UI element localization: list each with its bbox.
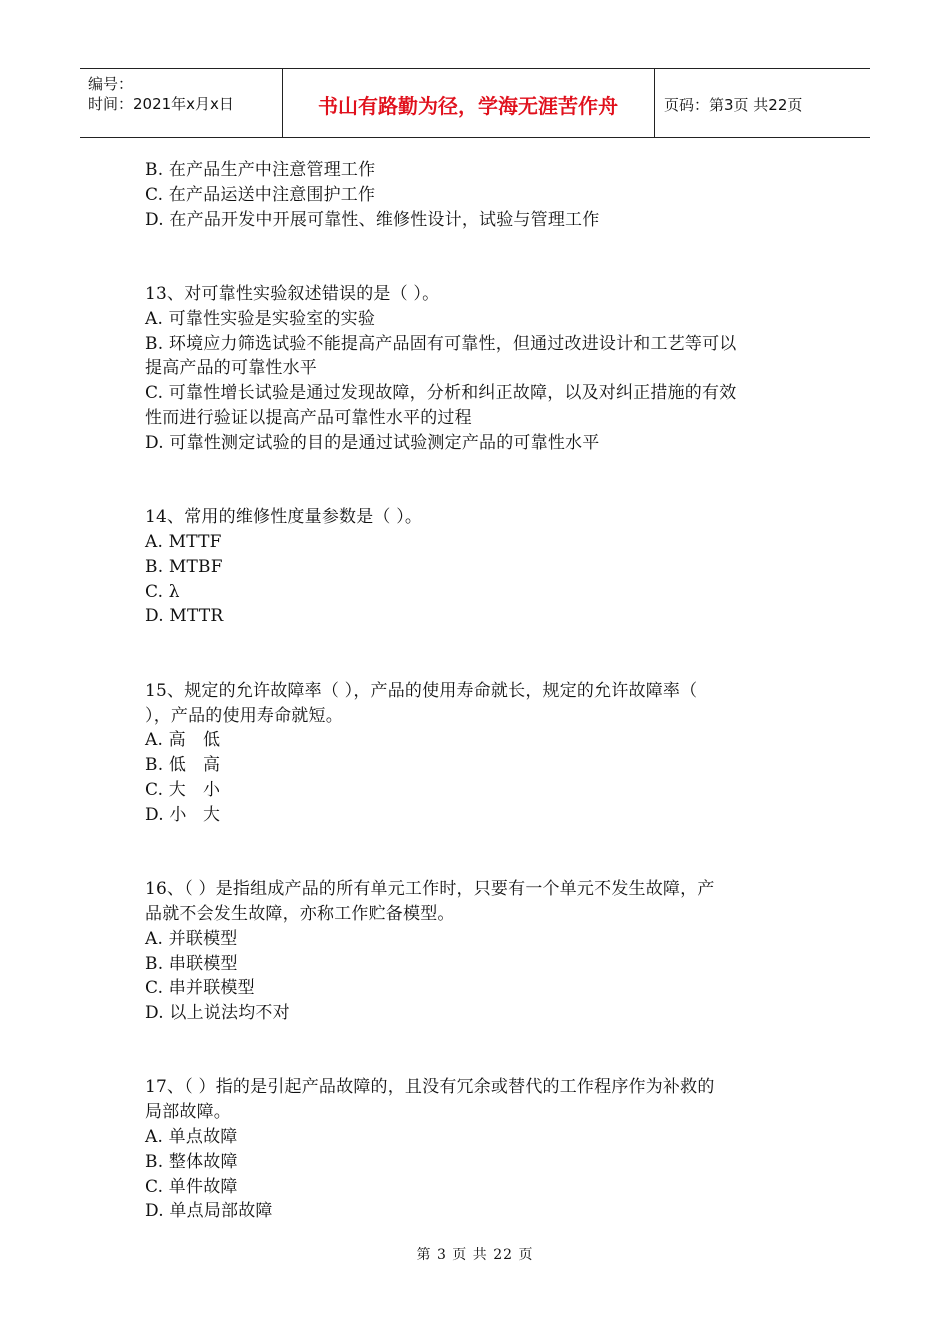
question-stem: 17、（ ）指的是引起产品故障的，且没有冗余或替代的工作程序作为补救的 bbox=[145, 1077, 715, 1098]
option-line bbox=[145, 753, 815, 778]
option-line: D. 可靠性测定试验的目的是通过试验测定产品的可靠性水平 bbox=[145, 432, 600, 453]
header-meta-cell bbox=[80, 69, 283, 137]
option-line: 提高产品的可靠性水平 bbox=[145, 358, 317, 379]
question-content bbox=[145, 158, 815, 1224]
option-label: A. 高 bbox=[145, 730, 186, 751]
option-line: B. 串联模型 bbox=[145, 953, 238, 974]
question-stem: 15、规定的允许故障率（ ），产品的使用寿命就长，规定的允许故障率（ bbox=[145, 680, 698, 701]
header-page-label: 页码：第3页 共22页 bbox=[664, 96, 803, 114]
motto-text: 书山有路勤为径，学海无涯苦作舟 bbox=[318, 94, 618, 118]
document-number-label: 编号： bbox=[88, 75, 134, 93]
option-second-value: 大 bbox=[203, 804, 221, 825]
option-line: D. 在产品开发中开展可靠性、维修性设计，试验与管理工作 bbox=[145, 209, 600, 230]
option-label: C. 大 bbox=[145, 779, 187, 800]
question-stem: 局部故障。 bbox=[145, 1102, 231, 1123]
option-line: B. 在产品生产中注意管理工作 bbox=[145, 160, 376, 180]
option-line bbox=[145, 778, 815, 803]
option-line: B. 整体故障 bbox=[145, 1151, 238, 1172]
option-line bbox=[145, 803, 815, 828]
header-motto-cell bbox=[282, 69, 655, 137]
question-stem: 13、对可靠性实验叙述错误的是（ ）。 bbox=[145, 283, 440, 304]
option-line: A. 单点故障 bbox=[145, 1127, 238, 1148]
option-line: B. MTBF bbox=[145, 556, 223, 577]
option-line bbox=[145, 728, 815, 753]
option-line: A. 并联模型 bbox=[145, 928, 238, 949]
document-date-label: 时间：2021年x月x日 bbox=[88, 95, 234, 113]
question-17 bbox=[145, 1075, 815, 1224]
question-15 bbox=[145, 679, 815, 828]
option-line: C. 可靠性增长试验是通过发现故障，分析和纠正故障，以及对纠正措施的有效 bbox=[145, 383, 737, 404]
option-line: D. MTTR bbox=[145, 606, 224, 627]
option-line: C. λ bbox=[145, 581, 180, 602]
option-line: C. 在产品运送中注意围护工作 bbox=[145, 184, 376, 205]
header-table bbox=[80, 68, 870, 138]
header-page-cell bbox=[654, 69, 870, 137]
option-line: C. 串并联模型 bbox=[145, 978, 255, 999]
question-14 bbox=[145, 505, 815, 629]
question-stem: 16、（ ）是指组成产品的所有单元工作时，只要有一个单元不发生故障，产 bbox=[145, 879, 715, 900]
option-line: B. 环境应力筛选试验不能提高产品固有可靠性，但通过改进设计和工艺等可以 bbox=[145, 333, 737, 354]
option-label: D. 小 bbox=[145, 804, 187, 825]
option-line: A. MTTF bbox=[145, 531, 222, 552]
option-second-value: 低 bbox=[203, 730, 221, 751]
question-stem: ），产品的使用寿命就短。 bbox=[145, 705, 343, 726]
option-second-value: 高 bbox=[203, 755, 221, 776]
question-13 bbox=[145, 282, 815, 456]
option-second-value: 小 bbox=[203, 779, 221, 800]
question-stem: 14、常用的维修性度量参数是（ ）。 bbox=[145, 507, 423, 528]
option-label: B. 低 bbox=[145, 755, 187, 776]
option-line: D. 以上说法均不对 bbox=[145, 1003, 290, 1024]
option-line: D. 单点局部故障 bbox=[145, 1201, 273, 1222]
question-16 bbox=[145, 877, 815, 1026]
option-line: 性而进行验证以提高产品可靠性水平的过程 bbox=[145, 407, 472, 428]
question-stem: 品就不会发生故障，亦称工作贮备模型。 bbox=[145, 903, 455, 924]
page-footer: 第 3 页 共 22 页 bbox=[416, 1247, 534, 1263]
option-line: C. 单件故障 bbox=[145, 1176, 238, 1197]
option-line: A. 可靠性实验是实验室的实验 bbox=[145, 308, 376, 329]
